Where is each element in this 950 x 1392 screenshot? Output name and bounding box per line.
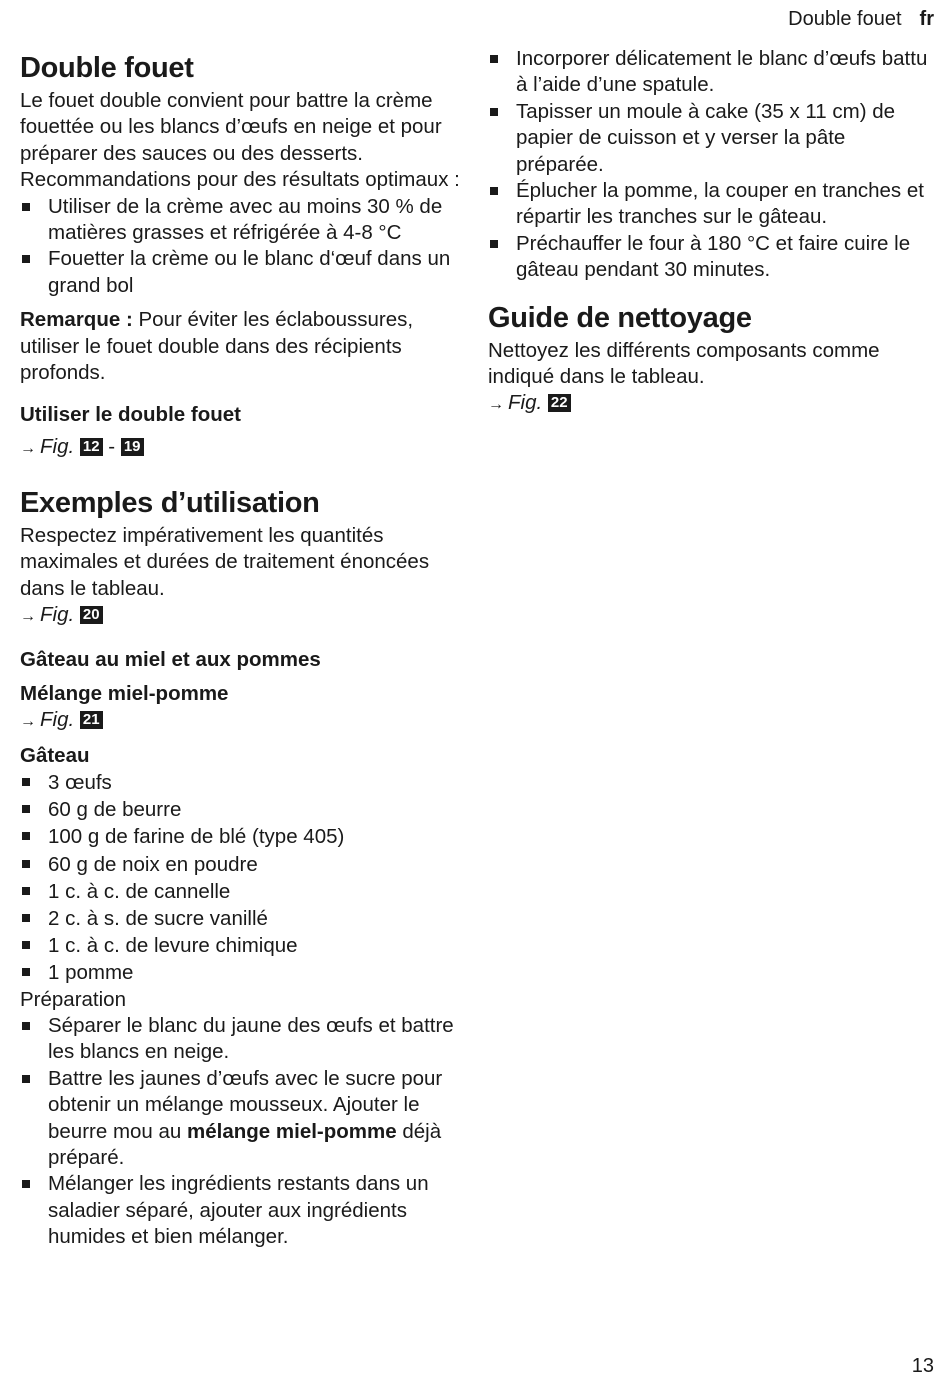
fig-badge: 22 xyxy=(548,394,571,412)
list-item: 100 g de farine de blé (type 405) xyxy=(20,823,460,850)
melange-title: Mélange miel-pomme xyxy=(20,681,229,705)
utiliser-title: Utiliser le double fouet xyxy=(20,403,241,427)
fig-separator: - xyxy=(108,435,116,459)
list-item: Mélanger les ingrédients restants dans un saladier séparé, ajouter aux ingrédients humides et bien mélanger. xyxy=(20,1171,460,1250)
header-section: Double fouet xyxy=(788,8,902,30)
header-lang: fr xyxy=(919,8,934,30)
double-fouet-intro: Le fouet double convient pour battre la crème fouettée ou les blancs d’œufs en neige et pour préparer des sauces ou des desserts. xyxy=(20,89,442,165)
note xyxy=(20,307,460,386)
fig-ref-exemples xyxy=(20,602,460,630)
list-item: Séparer le blanc du jaune des œufs et battre les blancs en neige. xyxy=(20,1013,460,1066)
list-item: Utiliser de la crème avec au moins 30 % de matières grasses et réfrigérée à 4-8 °C xyxy=(20,194,460,247)
fig-ref-nettoyage xyxy=(488,390,938,418)
steps-list-right xyxy=(488,46,938,284)
reco-text: Recommandations pour des résultats optimaux : xyxy=(20,168,460,192)
arrow-icon: → xyxy=(20,608,36,626)
fig-label: Fig. xyxy=(40,435,75,459)
ingredients-list xyxy=(20,769,460,987)
list-item: 2 c. à s. de sucre vanillé xyxy=(20,905,460,932)
page-number: 13 xyxy=(911,1355,934,1377)
note-label: Remarque : xyxy=(20,308,133,332)
preparation-title: Préparation xyxy=(20,987,126,1011)
fig-label: Fig. xyxy=(508,391,543,415)
step-bold: mélange miel-pomme xyxy=(187,1119,397,1143)
list-item xyxy=(20,1066,460,1172)
list-item: Fouetter la crème ou le blanc d‘œuf dans un grand bol xyxy=(20,246,460,299)
right-column xyxy=(488,46,938,419)
step-text: Battre les jaunes d’œufs avec le sucre pour obtenir un mélange mousseux. Ajouter le beurre mou au xyxy=(48,1066,443,1143)
note-text: Pour éviter les éclaboussures, utiliser le fouet double dans des récipients profonds. xyxy=(20,308,414,385)
list-item: 1 c. à c. de cannelle xyxy=(20,878,460,905)
list-item: Incorporer délicatement le blanc d’œufs battu à l’aide d’une spatule. xyxy=(488,46,938,99)
fig-label: Fig. xyxy=(40,603,75,627)
fig-badge: 21 xyxy=(80,711,103,729)
list-item: 60 g de beurre xyxy=(20,796,460,823)
arrow-icon: → xyxy=(488,396,504,414)
fig-ref-melange xyxy=(20,707,460,735)
fig-ref-utiliser xyxy=(20,434,460,462)
gateau-miel-title: Gâteau au miel et aux pommes xyxy=(20,647,321,671)
list-item: Préchauffer le four à 180 °C et faire cuire le gâteau pendant 30 minutes. xyxy=(488,231,938,284)
fig-badge: 19 xyxy=(121,438,144,456)
steps-list-left xyxy=(20,1013,460,1251)
gateau-title: Gâteau xyxy=(20,743,90,767)
double-fouet-title: Double fouet xyxy=(20,52,194,84)
step-text: déjà préparé. xyxy=(48,1119,442,1169)
list-item: Tapisser un moule à cake (35 x 11 cm) de papier de cuisson et y verser la pâte préparée. xyxy=(488,99,938,178)
list-item: 3 œufs xyxy=(20,769,460,796)
arrow-icon: → xyxy=(20,440,36,458)
list-item: 1 c. à c. de levure chimique xyxy=(20,932,460,959)
reco-list xyxy=(20,194,460,300)
fig-badge: 20 xyxy=(80,606,103,624)
exemples-title: Exemples d’utilisation xyxy=(20,486,320,519)
list-item: 1 pomme xyxy=(20,959,460,986)
list-item: Éplucher la pomme, la couper en tranches et répartir les tranches sur le gâteau. xyxy=(488,178,938,231)
nettoyage-title: Guide de nettoyage xyxy=(488,301,752,334)
fig-badge: 12 xyxy=(80,438,103,456)
list-item: 60 g de noix en poudre xyxy=(20,851,460,878)
left-column xyxy=(20,50,460,1251)
running-header xyxy=(788,8,934,31)
arrow-icon: → xyxy=(20,712,36,730)
fig-label: Fig. xyxy=(40,707,75,731)
nettoyage-text: Nettoyez les différents composants comme indiqué dans le tableau. xyxy=(488,338,880,389)
exemples-text: Respectez impérativement les quantités maximales et durées de traitement énoncées dans le tableau. xyxy=(20,523,430,600)
